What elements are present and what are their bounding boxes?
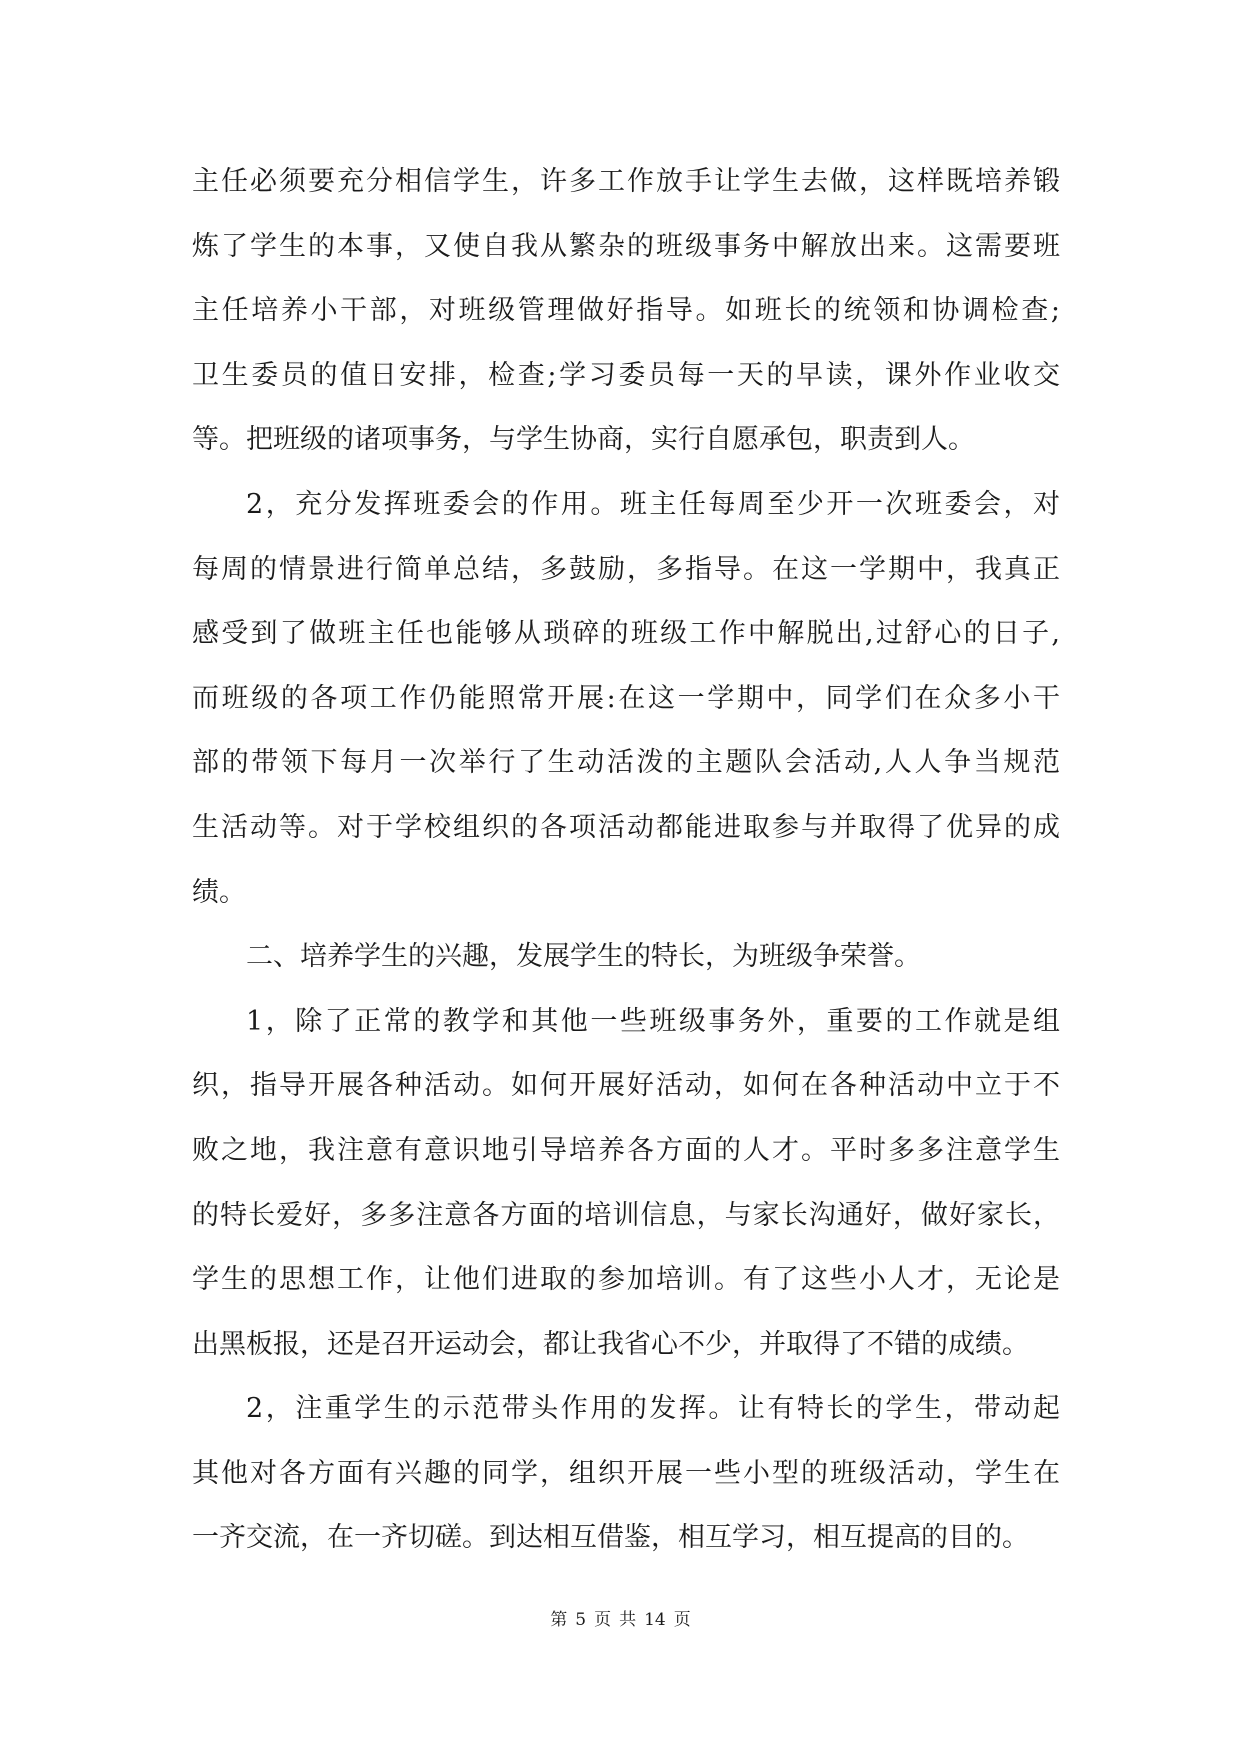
text-line: 卫生委员的值日安排，检查;学习委员每一天的早读，课外作业收交 [192, 359, 1060, 391]
footer-label-di: 第 [550, 1610, 568, 1630]
text-line: 主任培养小干部，对班级管理做好指导。如班长的统领和协调检查; [192, 295, 1060, 327]
text-line: 生活动等。对于学校组织的各项活动都能进取参与并取得了优异的成 [192, 811, 1060, 843]
section-heading: 二、培养学生的兴趣，发展学生的特长，为班级争荣誉。 [246, 941, 921, 973]
text-line: 2，注重学生的示范带头作用的发挥。让有特长的学生，带动起 [246, 1393, 1060, 1425]
text-line: 其他对各方面有兴趣的同学，组织开展一些小型的班级活动，学生在 [192, 1457, 1060, 1489]
text-line: 而班级的各项工作仍能照常开展:在这一学期中，同学们在众多小干 [192, 682, 1060, 714]
text-line: 一齐交流，在一齐切磋。到达相互借鉴，相互学习，相互提高的目的。 [192, 1522, 1029, 1554]
text-line: 等。把班级的诸项事务，与学生协商，实行自愿承包，职责到人。 [192, 424, 975, 456]
text-line: 炼了学生的本事，又使自我从繁杂的班级事务中解放出来。这需要班 [192, 230, 1060, 262]
footer-label-ye: 页 [594, 1610, 612, 1630]
text-line: 感受到了做班主任也能够从琐碎的班级工作中解脱出,过舒心的日子, [192, 618, 1060, 650]
footer-label-ye: 页 [673, 1610, 691, 1630]
text-line: 学生的思想工作，让他们进取的参加培训。有了这些小人才，无论是 [192, 1264, 1060, 1296]
body-text [192, 160, 1060, 1581]
text-line: 败之地，我注意有意识地引导培养各方面的人才。平时多多注意学生 [192, 1134, 1060, 1166]
text-line: 部的带领下每月一次举行了生动活泼的主题队会活动,人人争当规范 [192, 747, 1060, 779]
text-line: 织，指导开展各种活动。如何开展好活动，如何在各种活动中立于不 [192, 1070, 1060, 1102]
text-line: 主任必须要充分相信学生，许多工作放手让学生去做，这样既培养锻 [192, 166, 1060, 197]
text-line: 绩。 [192, 876, 246, 908]
text-line: 2，充分发挥班委会的作用。班主任每周至少开一次班委会，对 [246, 488, 1060, 520]
text-line: 每周的情景进行简单总结，多鼓励，多指导。在这一学期中，我真正 [192, 553, 1060, 585]
footer-label-gong: 共 [619, 1610, 637, 1630]
current-page-number: 5 [575, 1610, 587, 1630]
text-line: 出黑板报，还是召开运动会，都让我省心不少，并取得了不错的成绩。 [192, 1328, 1029, 1360]
page-footer [0, 1608, 1241, 1632]
total-page-count: 14 [644, 1610, 666, 1630]
text-line: 的特长爱好，多多注意各方面的培训信息，与家长沟通好，做好家长， [192, 1199, 1060, 1231]
text-line: 1，除了正常的教学和其他一些班级事务外，重要的工作就是组 [246, 1005, 1060, 1037]
